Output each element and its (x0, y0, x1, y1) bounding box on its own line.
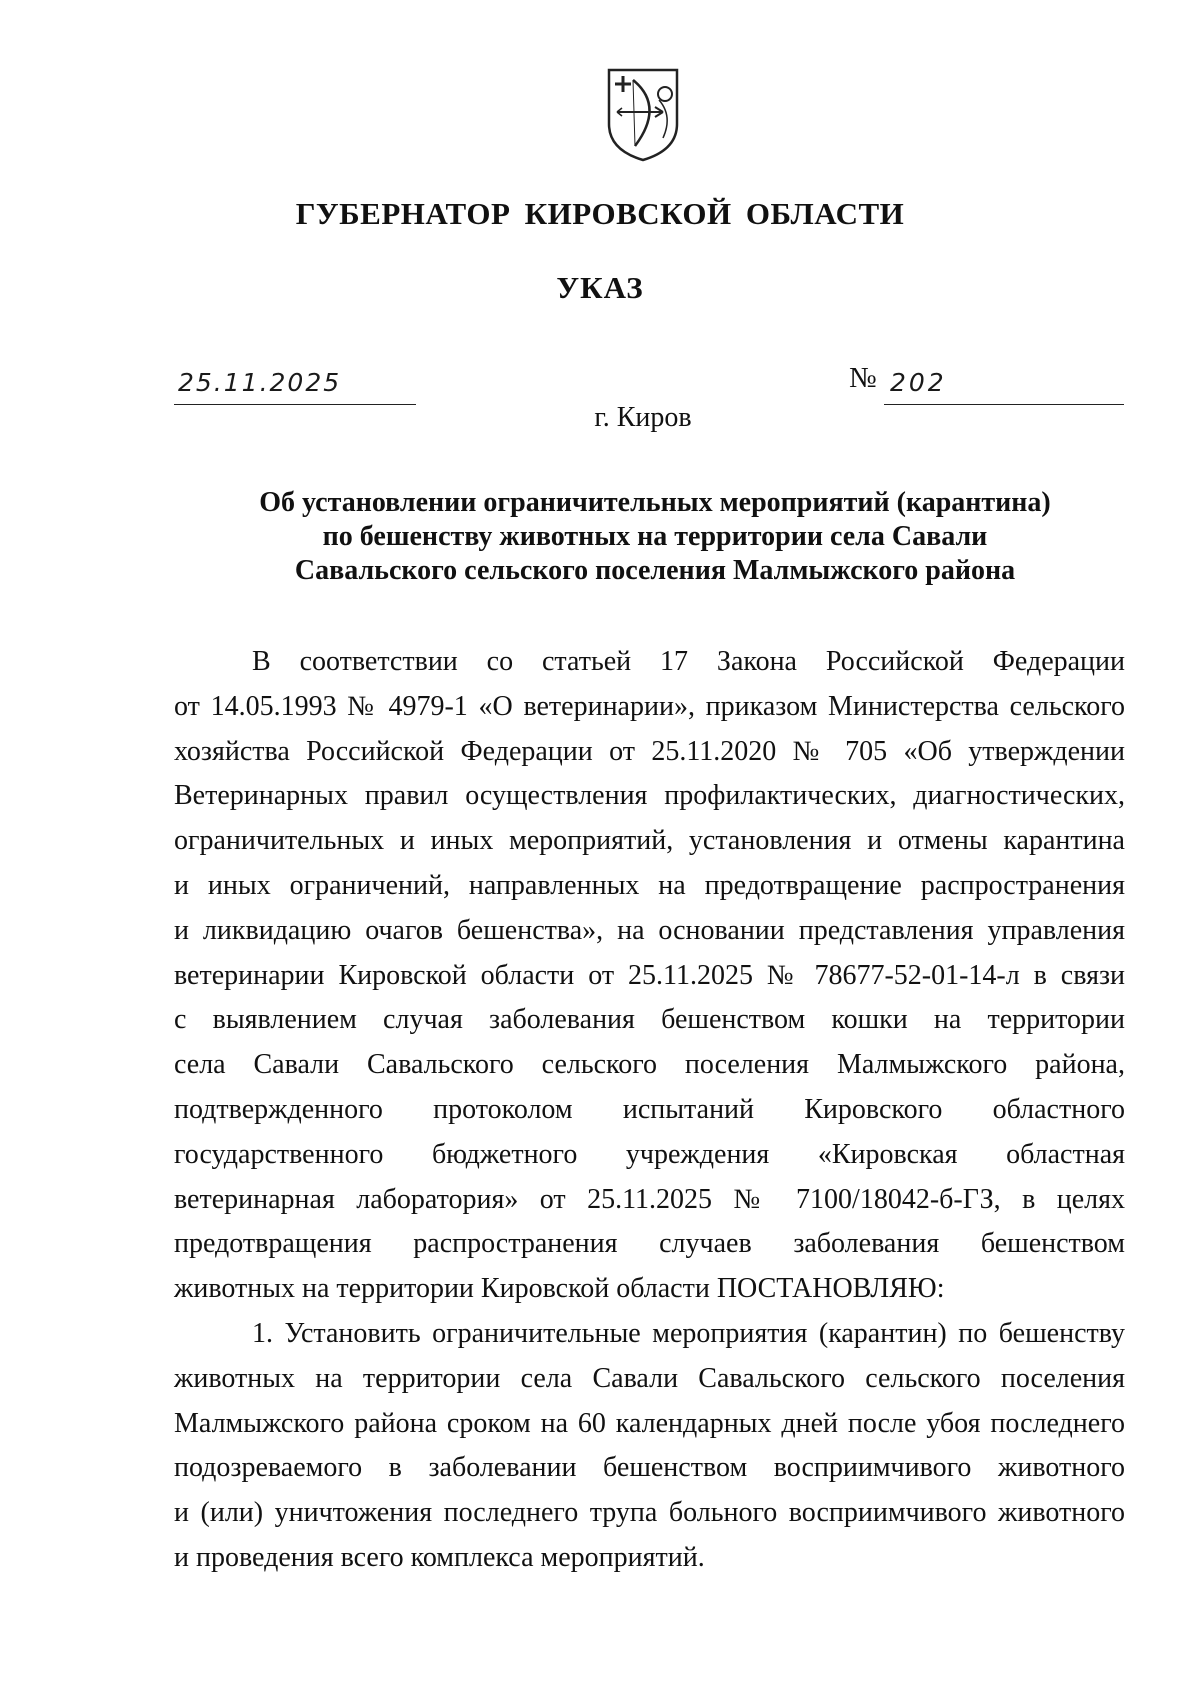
text-line: В соответствии со статьей 17 Закона Российской Федерации (252, 646, 1125, 677)
title-line: Савальского сельского поселения Малмыжского района (294, 555, 1016, 586)
text-line: предотвращения распространения случаев заболевания бешенством (174, 1228, 1125, 1260)
title-line: Об установлении ограничительных мероприятий (карантина) (259, 487, 1051, 518)
text-line: и иных ограничений, направленных на предотвращение распространения (174, 869, 1125, 901)
issuing-authority: ГУБЕРНАТОР КИРОВСКОЙ ОБЛАСТИ (295, 196, 905, 231)
number-field (884, 368, 1124, 405)
place-of-issue: г. Киров (594, 402, 692, 433)
text-line: 1. Установить ограничительные мероприятия (карантин) по бешенству (252, 1317, 1125, 1349)
handwritten-date: 25.11.2025 (178, 368, 342, 397)
text-line: Ветеринарных правил осуществления профилактических, диагностических, (174, 780, 1125, 812)
text-line: ветеринарии Кировской области от 25.11.2025 № 78677-52-01-14-л в связи (174, 959, 1125, 991)
text-line: ограничительных и иных мероприятий, установления и отмены карантина (174, 825, 1125, 857)
text-line: государственного бюджетного учреждения «Кировская областная (174, 1138, 1125, 1170)
text-line: и (или) уничтожения последнего трупа больного восприимчивого животного (174, 1497, 1125, 1529)
decree-body (174, 640, 1125, 1581)
title-line: по бешенству животных на территории села Савали (322, 521, 988, 552)
decree-title (150, 486, 1160, 588)
clause-1-paragraph (174, 1312, 1125, 1581)
text-line: подтвержденного протоколом испытаний Кировского областного (174, 1093, 1125, 1125)
text-line: хозяйства Российской Федерации от 25.11.2020 № 705 «Об утверждении (174, 735, 1125, 767)
text-line: животных на территории села Савали Савальского сельского поселения (174, 1362, 1125, 1394)
text-line: и ликвидацию очагов бешенства», на основании представления управления (174, 914, 1125, 946)
text-line: подозреваемого в заболевании бешенством восприимчивого животного (174, 1452, 1125, 1484)
text-line: с выявлением случая заболевания бешенством кошки на территории (174, 1004, 1125, 1036)
text-line: и проведения всего комплекса мероприятий. (174, 1541, 705, 1573)
number-sign: № (849, 362, 877, 394)
coat-of-arms-icon (603, 66, 683, 162)
text-line: животных на территории Кировской области ПОСТАНОВЛЯЮ: (174, 1273, 945, 1305)
text-line: от 14.05.1993 № 4979-1 «О ветеринарии», приказом Министерства сельского (174, 690, 1125, 722)
document-type: УКАЗ (556, 270, 644, 305)
preamble-paragraph (174, 640, 1125, 1312)
text-line: села Савали Савальского сельского поселения Малмыжского района, (174, 1049, 1125, 1081)
date-field (174, 368, 416, 405)
text-line: ветеринарная лаборатория» от 25.11.2025 № 7100/18042-б-ГЗ, в целях (174, 1183, 1125, 1215)
text-line: Малмыжского района сроком на 60 календарных дней после убоя последнего (174, 1407, 1125, 1439)
handwritten-number: 202 (890, 368, 947, 397)
